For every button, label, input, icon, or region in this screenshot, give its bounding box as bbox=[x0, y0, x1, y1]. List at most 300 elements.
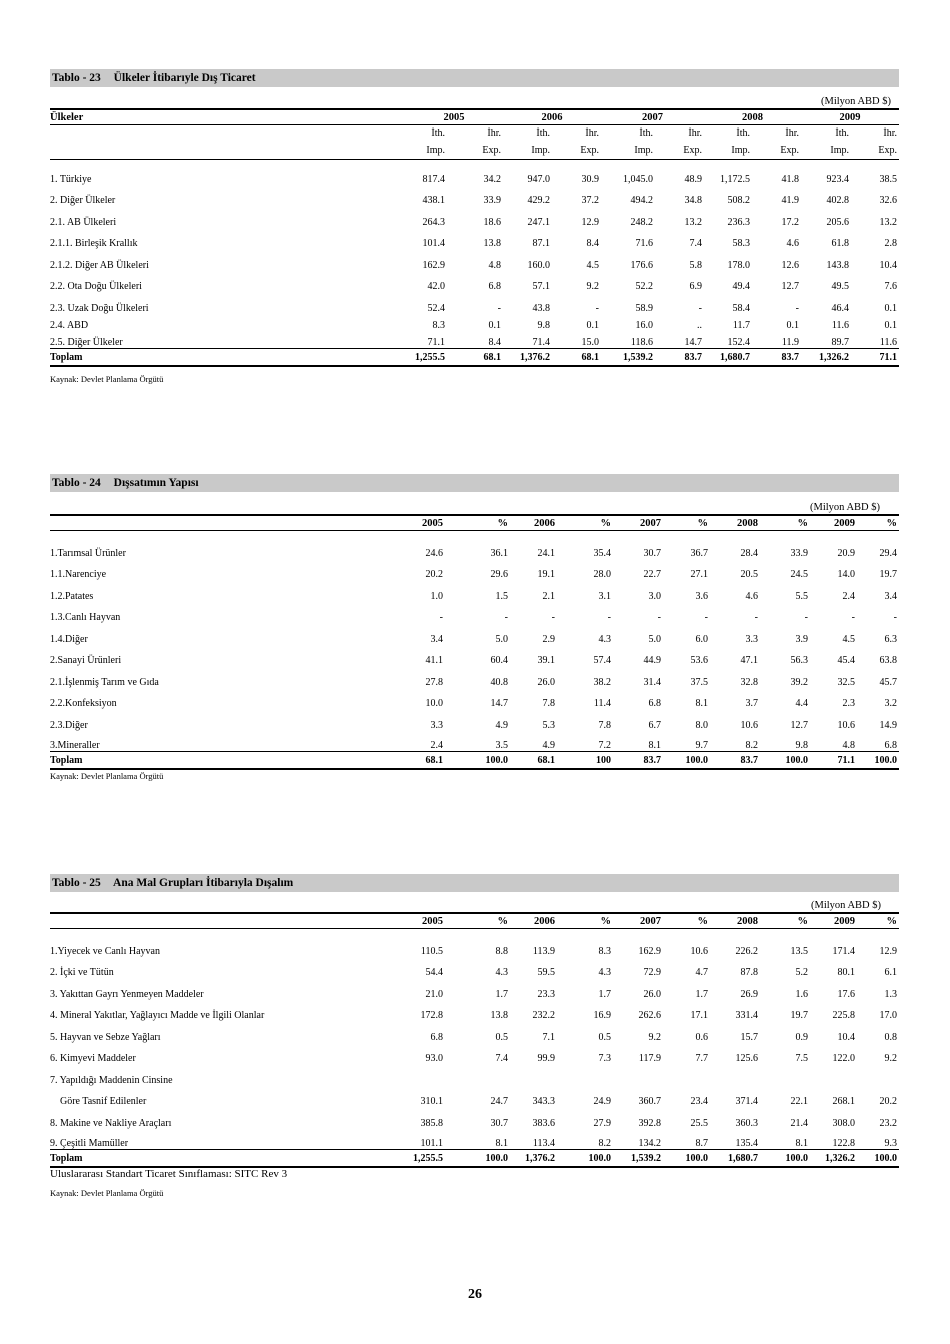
table-cell: 3.9 bbox=[795, 633, 808, 645]
table-cell: 41.9 bbox=[781, 194, 799, 206]
table-cell: 1.7 bbox=[695, 988, 708, 1000]
table-cell: 8.4 bbox=[586, 237, 599, 249]
total-cell: 100.0 bbox=[663, 752, 710, 770]
table-cell: 16.0 bbox=[635, 319, 653, 331]
row-label: 6. Kimyevi Maddeler bbox=[50, 1052, 136, 1064]
table-row bbox=[50, 688, 899, 709]
total-cell: 100.0 bbox=[445, 1150, 510, 1168]
table-cell: 9.8 bbox=[795, 740, 808, 751]
table-cell: 1.0 bbox=[430, 590, 443, 602]
table-cell: 7.8 bbox=[598, 719, 611, 731]
table23-subheader-cell: İth. bbox=[431, 128, 445, 139]
table-cell: 12.7 bbox=[790, 719, 808, 731]
table-cell: 3.6 bbox=[695, 590, 708, 602]
table23-subheader-cell: Exp. bbox=[552, 142, 601, 160]
table25-header-cell: % bbox=[445, 913, 510, 929]
table-row bbox=[50, 1000, 899, 1021]
table-cell bbox=[760, 1064, 810, 1086]
total-label: Toplam bbox=[50, 1150, 395, 1168]
table-cell: 12.6 bbox=[781, 259, 799, 271]
table-cell: 101.1 bbox=[420, 1138, 443, 1149]
table-cell: 162.9 bbox=[638, 945, 661, 957]
table-cell: 7.4 bbox=[495, 1052, 508, 1064]
table-cell: 4.6 bbox=[786, 237, 799, 249]
table-cell: 4.6 bbox=[745, 590, 758, 602]
table24-header-cell: % bbox=[760, 515, 810, 531]
table23-subheader-cell: İhr. bbox=[785, 128, 799, 139]
table-cell: 360.7 bbox=[638, 1095, 661, 1107]
table-row bbox=[50, 731, 899, 752]
table-cell: 117.9 bbox=[638, 1052, 661, 1064]
table-cell: 52.2 bbox=[635, 280, 653, 292]
table-cell: 0.1 bbox=[884, 319, 898, 331]
row-label: 3.Mineraller bbox=[50, 740, 100, 751]
table-cell: 37.5 bbox=[690, 676, 708, 688]
table-cell: 53.6 bbox=[690, 654, 708, 666]
table-cell: 923.4 bbox=[826, 173, 849, 185]
table-cell: 6.0 bbox=[695, 633, 708, 645]
table-cell: 56.3 bbox=[790, 654, 808, 666]
table23-subheader-cell: Exp. bbox=[851, 142, 899, 160]
table25-header-cell: 2007 bbox=[613, 913, 663, 929]
table-cell: 37.2 bbox=[581, 194, 599, 206]
table-cell: 58.4 bbox=[732, 302, 750, 314]
table-cell: 0.8 bbox=[884, 1031, 898, 1043]
table-cell: 6.8 bbox=[488, 280, 501, 292]
table-cell: 29.4 bbox=[879, 547, 898, 559]
table24-header-cell: % bbox=[857, 515, 899, 531]
table-cell: 0.1 bbox=[786, 319, 799, 331]
table-cell: 26.9 bbox=[740, 988, 758, 1000]
table-cell: 58.3 bbox=[732, 237, 750, 249]
table23-row-header: Ülkeler bbox=[50, 109, 405, 125]
total-cell: 100.0 bbox=[857, 1150, 899, 1168]
table-cell: 30.9 bbox=[581, 173, 599, 185]
table-cell: 13.8 bbox=[490, 1009, 508, 1021]
row-label: 8. Makine ve Nakliye Araçları bbox=[50, 1117, 172, 1129]
table-cell: 248.2 bbox=[630, 216, 653, 228]
table-cell: 71.6 bbox=[635, 237, 653, 249]
total-cell: 1,539.2 bbox=[613, 1150, 663, 1168]
table-cell: 268.1 bbox=[832, 1095, 855, 1107]
table-cell: 12.9 bbox=[879, 945, 898, 957]
table23-subheader-cell: İhr. bbox=[688, 128, 702, 139]
table-cell: 0.1 bbox=[586, 319, 599, 331]
table-cell: 34.2 bbox=[483, 173, 501, 185]
table-row bbox=[50, 1107, 899, 1129]
table-cell: 4.5 bbox=[586, 259, 599, 271]
row-label: 1.Yiyecek ve Canlı Hayvan bbox=[50, 945, 160, 957]
table-cell: 0.9 bbox=[795, 1031, 808, 1043]
table-cell: 89.7 bbox=[831, 337, 849, 348]
table24-title: Dışsatımın Yapısı bbox=[113, 477, 199, 489]
total-cell: 1,376.2 bbox=[503, 349, 552, 367]
table-cell: - bbox=[551, 611, 555, 623]
table25-title-bar bbox=[50, 874, 899, 892]
table-cell: 429.2 bbox=[527, 194, 550, 206]
table-cell: 35.4 bbox=[593, 547, 611, 559]
table-cell: 46.4 bbox=[831, 302, 849, 314]
row-label: 2.1. AB Ülkeleri bbox=[50, 216, 117, 228]
table-row bbox=[50, 228, 899, 249]
table-cell: 4.5 bbox=[842, 633, 855, 645]
table-cell: 331.4 bbox=[735, 1009, 758, 1021]
table-cell: 6.7 bbox=[648, 719, 661, 731]
table-cell: 54.4 bbox=[425, 966, 443, 978]
table25-header-cell: 2005 bbox=[395, 913, 445, 929]
row-label: 2.5. Diğer Ülkeler bbox=[50, 337, 123, 348]
table-cell: 226.2 bbox=[735, 945, 758, 957]
row-label: 9. Çeşitli Mamüller bbox=[50, 1138, 129, 1149]
table-cell: 3.3 bbox=[745, 633, 758, 645]
row-label: 1.Tarımsal Ürünler bbox=[50, 547, 126, 559]
row-label: 3. Yakıttan Gayrı Yenmeyen Maddeler bbox=[50, 988, 204, 1000]
table-cell: 135.4 bbox=[735, 1138, 758, 1149]
table25-title: Ana Mal Grupları İtibarıyla Dışalım bbox=[113, 877, 294, 889]
row-label: 2. Diğer Ülkeler bbox=[50, 194, 116, 206]
table23-year: 2006 bbox=[503, 109, 601, 125]
table23-subheader-cell: Imp. bbox=[704, 142, 752, 160]
table-cell: 110.5 bbox=[420, 945, 443, 957]
table-cell: 39.1 bbox=[537, 654, 555, 666]
row-label: 2.3.Diğer bbox=[50, 719, 88, 731]
table24-source: Kaynak: Devlet Planlama Örgütü bbox=[50, 771, 164, 781]
table23-subheader-en bbox=[50, 142, 899, 160]
table-cell: 41.1 bbox=[425, 654, 443, 666]
table-cell: 7.4 bbox=[689, 237, 702, 249]
table24-unit: (Milyon ABD $) bbox=[810, 501, 881, 513]
table-cell: 28.0 bbox=[593, 568, 611, 580]
table-cell: 8.1 bbox=[795, 1138, 808, 1149]
total-cell: 83.7 bbox=[710, 752, 760, 770]
total-cell: 1,539.2 bbox=[601, 349, 655, 367]
table23 bbox=[50, 94, 899, 367]
total-cell: 68.1 bbox=[510, 752, 557, 770]
table-cell: 5.8 bbox=[689, 259, 702, 271]
row-label: 1. Türkiye bbox=[50, 173, 92, 185]
table-cell: 310.1 bbox=[420, 1095, 443, 1107]
table-row bbox=[50, 185, 899, 206]
table-cell: - bbox=[439, 611, 443, 623]
table-row bbox=[50, 1021, 899, 1043]
table-cell: 4.4 bbox=[795, 697, 808, 709]
table-cell: 30.7 bbox=[643, 547, 661, 559]
table-cell bbox=[710, 1064, 760, 1086]
table-row bbox=[50, 1043, 899, 1064]
row-label: 2.1.2. Diğer AB Ülkeleri bbox=[50, 259, 149, 271]
table-cell: 6.9 bbox=[689, 280, 702, 292]
table-cell: 438.1 bbox=[422, 194, 445, 206]
table-cell: 63.8 bbox=[879, 654, 898, 666]
table23-subheader-cell: Exp. bbox=[655, 142, 704, 160]
table-cell: 5.0 bbox=[495, 633, 508, 645]
table-cell: 32.6 bbox=[879, 194, 898, 206]
table-cell: 17.2 bbox=[781, 216, 799, 228]
row-label: 1.4.Diğer bbox=[50, 633, 88, 645]
table-cell: 36.7 bbox=[690, 547, 708, 559]
table-cell: 113.9 bbox=[532, 945, 555, 957]
table-cell: 0.5 bbox=[495, 1031, 508, 1043]
table-cell: 3.4 bbox=[884, 590, 898, 602]
table-cell: 23.2 bbox=[879, 1117, 898, 1129]
table-cell: 13.8 bbox=[483, 237, 501, 249]
table-cell: 3.0 bbox=[648, 590, 661, 602]
table-cell: 5.2 bbox=[795, 966, 808, 978]
total-cell: 1,255.5 bbox=[405, 349, 447, 367]
table-cell: 3.4 bbox=[430, 633, 443, 645]
table-row bbox=[50, 271, 899, 292]
table23-subheader-cell: Exp. bbox=[447, 142, 503, 160]
total-cell: 100 bbox=[557, 752, 613, 770]
total-cell: 71.1 bbox=[810, 752, 857, 770]
table-cell: 57.4 bbox=[593, 654, 611, 666]
table-row bbox=[50, 1064, 899, 1086]
table-cell: 0.6 bbox=[695, 1031, 708, 1043]
table25-unit: (Milyon ABD $) bbox=[811, 899, 882, 911]
table-cell: 87.8 bbox=[740, 966, 758, 978]
total-cell: 100.0 bbox=[663, 1150, 710, 1168]
table24-header-cell: 2006 bbox=[510, 515, 557, 531]
table23-subheader-cell: Imp. bbox=[601, 142, 655, 160]
total-cell: 100.0 bbox=[760, 752, 810, 770]
table-cell: 5.0 bbox=[648, 633, 661, 645]
total-row bbox=[50, 349, 899, 367]
table-cell: 371.4 bbox=[735, 1095, 758, 1107]
table-cell: 8.2 bbox=[745, 740, 758, 751]
table-row bbox=[50, 929, 899, 957]
table-cell: 58.9 bbox=[635, 302, 653, 314]
table-cell: 1,172.5 bbox=[720, 173, 750, 185]
table-cell: - bbox=[607, 611, 611, 623]
table-cell: .. bbox=[697, 319, 702, 331]
table-row bbox=[50, 957, 899, 978]
table-row bbox=[50, 331, 899, 349]
table-cell: 143.8 bbox=[826, 259, 849, 271]
table-cell: 31.4 bbox=[643, 676, 661, 688]
row-label: 2.3. Uzak Doğu Ülkeleri bbox=[50, 302, 149, 314]
row-label: 2.2.Konfeksiyon bbox=[50, 697, 117, 709]
table-cell: 16.9 bbox=[593, 1009, 611, 1021]
table24-header-cell: 2009 bbox=[810, 515, 857, 531]
table24-header bbox=[50, 515, 899, 531]
table-cell: 205.6 bbox=[826, 216, 849, 228]
row-label: 1.2.Patates bbox=[50, 590, 94, 602]
table-cell: 11.7 bbox=[732, 319, 750, 331]
table-cell: 8.3 bbox=[432, 319, 445, 331]
table25 bbox=[50, 898, 899, 1168]
table-cell: 172.8 bbox=[420, 1009, 443, 1021]
table-cell: 4.9 bbox=[542, 740, 555, 751]
table-cell: 383.6 bbox=[532, 1117, 555, 1129]
total-cell: 83.7 bbox=[752, 349, 801, 367]
table-cell: 17.1 bbox=[690, 1009, 708, 1021]
table-cell: 5.3 bbox=[542, 719, 555, 731]
row-label: 2.Sanayi Ürünleri bbox=[50, 654, 122, 666]
table-cell: 5.5 bbox=[795, 590, 808, 602]
table-cell: 11.6 bbox=[831, 319, 849, 331]
table24-header-cell: % bbox=[445, 515, 510, 531]
table-cell: 57.1 bbox=[532, 280, 550, 292]
table-cell: 264.3 bbox=[422, 216, 445, 228]
table-cell: 24.6 bbox=[425, 547, 443, 559]
table-row bbox=[50, 314, 899, 331]
total-label: Toplam bbox=[50, 752, 395, 770]
table-cell: 6.3 bbox=[884, 633, 898, 645]
total-label: Toplam bbox=[50, 349, 405, 367]
table-cell: 162.9 bbox=[422, 259, 445, 271]
total-cell: 71.1 bbox=[851, 349, 899, 367]
table-cell: 9.7 bbox=[695, 740, 708, 751]
total-cell: 68.1 bbox=[395, 752, 445, 770]
table25-header-cell: % bbox=[760, 913, 810, 929]
table-cell: 8.3 bbox=[598, 945, 611, 957]
table-cell: 22.7 bbox=[643, 568, 661, 580]
table-cell: 17.6 bbox=[837, 988, 855, 1000]
table-cell: 3.2 bbox=[884, 697, 898, 709]
table-cell: 39.2 bbox=[790, 676, 808, 688]
table-cell: 42.0 bbox=[427, 280, 445, 292]
table-cell: 25.5 bbox=[690, 1117, 708, 1129]
total-row bbox=[50, 752, 899, 770]
row-label: 2.2. Ota Doğu Ülkeleri bbox=[50, 280, 142, 292]
table-cell: 385.8 bbox=[420, 1117, 443, 1129]
table-cell: 10.6 bbox=[837, 719, 855, 731]
table-cell: 8.2 bbox=[598, 1138, 611, 1149]
table-cell: 17.0 bbox=[879, 1009, 898, 1021]
table23-source: Kaynak: Devlet Planlama Örgütü bbox=[50, 374, 164, 384]
table-cell: 24.9 bbox=[593, 1095, 611, 1107]
table-cell bbox=[445, 1064, 510, 1086]
table-cell: 38.2 bbox=[593, 676, 611, 688]
table24-number: Tablo - 24 bbox=[52, 477, 101, 489]
table-cell: 21.0 bbox=[425, 988, 443, 1000]
table-cell: 0.5 bbox=[598, 1031, 611, 1043]
table-cell: 171.4 bbox=[832, 945, 855, 957]
table-cell: 2.4 bbox=[430, 740, 443, 751]
table-cell: 152.4 bbox=[727, 337, 750, 348]
table23-title-bar bbox=[50, 69, 899, 87]
table-cell: 8.1 bbox=[648, 740, 661, 751]
table-cell: 7.2 bbox=[598, 740, 611, 751]
table-cell: 178.0 bbox=[727, 259, 750, 271]
table-cell: 52.4 bbox=[427, 302, 445, 314]
table24-title-bar bbox=[50, 474, 899, 492]
table-cell: - bbox=[795, 302, 799, 314]
table-cell: 21.4 bbox=[790, 1117, 808, 1129]
total-cell: 1,326.2 bbox=[801, 349, 851, 367]
table-cell: 9.2 bbox=[884, 1052, 898, 1064]
table-cell: 10.6 bbox=[690, 945, 708, 957]
table-cell: 343.3 bbox=[532, 1095, 555, 1107]
table-cell: 3.1 bbox=[598, 590, 611, 602]
table23-year: 2007 bbox=[601, 109, 704, 125]
table-cell: 33.9 bbox=[483, 194, 501, 206]
table-cell: 10.0 bbox=[425, 697, 443, 709]
row-label: 5. Hayvan ve Sebze Yağları bbox=[50, 1031, 161, 1043]
table-cell: 45.7 bbox=[879, 676, 898, 688]
table23-subheader-cell: Imp. bbox=[801, 142, 851, 160]
table-row bbox=[50, 292, 899, 314]
table-cell: 20.5 bbox=[740, 568, 758, 580]
table-cell bbox=[810, 1064, 857, 1086]
table-cell: 6.8 bbox=[884, 740, 898, 751]
table-cell: 236.3 bbox=[727, 216, 750, 228]
table-cell: 508.2 bbox=[727, 194, 750, 206]
table-cell: 402.8 bbox=[826, 194, 849, 206]
table-cell: 360.3 bbox=[735, 1117, 758, 1129]
table-cell: 2.8 bbox=[884, 237, 898, 249]
table-cell: 0.1 bbox=[884, 302, 898, 314]
table-cell: - bbox=[704, 611, 708, 623]
table25-header-cell: 2006 bbox=[510, 913, 557, 929]
table-cell: 20.2 bbox=[879, 1095, 898, 1107]
table-cell: 101.4 bbox=[422, 237, 445, 249]
table-cell: 392.8 bbox=[638, 1117, 661, 1129]
table-cell: 49.4 bbox=[732, 280, 750, 292]
table-cell: 19.7 bbox=[879, 568, 898, 580]
total-cell: 1,680.7 bbox=[710, 1150, 760, 1168]
table-cell: 7.5 bbox=[795, 1052, 808, 1064]
total-cell: 100.0 bbox=[557, 1150, 613, 1168]
table-cell: 7.1 bbox=[542, 1031, 555, 1043]
table-cell: 13.2 bbox=[879, 216, 898, 228]
table-row bbox=[50, 602, 899, 623]
table24-header-cell: % bbox=[663, 515, 710, 531]
table-cell: 113.4 bbox=[532, 1138, 555, 1149]
total-row bbox=[50, 1150, 899, 1168]
table-row bbox=[50, 978, 899, 1000]
table-cell: 11.6 bbox=[879, 337, 898, 348]
table-cell: 2.1 bbox=[542, 590, 555, 602]
row-label: 4. Mineral Yakıtlar, Yağlayıcı Madde ve İlgili Olanlar bbox=[50, 1009, 265, 1021]
table-cell: 118.6 bbox=[630, 337, 653, 348]
table23-subheader-cell: Imp. bbox=[503, 142, 552, 160]
total-cell: 100.0 bbox=[857, 752, 899, 770]
table-cell: 4.3 bbox=[598, 966, 611, 978]
table-cell: 10.4 bbox=[879, 259, 898, 271]
table-cell: 14.7 bbox=[490, 697, 508, 709]
table25-number: Tablo - 25 bbox=[52, 877, 101, 889]
table-cell: 7.3 bbox=[598, 1052, 611, 1064]
table-cell: 4.3 bbox=[495, 966, 508, 978]
table-cell: 60.4 bbox=[490, 654, 508, 666]
table-cell: 45.4 bbox=[837, 654, 855, 666]
table-cell: 28.4 bbox=[740, 547, 758, 559]
table-cell: 27.1 bbox=[690, 568, 708, 580]
table-cell: 4.3 bbox=[598, 633, 611, 645]
row-label: 2. İçki ve Tütün bbox=[50, 966, 114, 978]
table-cell: 8.1 bbox=[495, 1138, 508, 1149]
table-cell: 494.2 bbox=[630, 194, 653, 206]
table-cell: 99.9 bbox=[537, 1052, 555, 1064]
table-cell: 122.8 bbox=[832, 1138, 855, 1149]
table-cell: 41.8 bbox=[781, 173, 799, 185]
table23-subheader-cell: İhr. bbox=[883, 128, 898, 139]
table23-subheader-cell: Exp. bbox=[752, 142, 801, 160]
table-cell: 14.7 bbox=[684, 337, 702, 348]
table-row bbox=[50, 531, 899, 559]
table-cell: 47.1 bbox=[740, 654, 758, 666]
table-row bbox=[50, 1129, 899, 1150]
table-cell: - bbox=[504, 611, 508, 623]
table-cell: 9.8 bbox=[537, 319, 550, 331]
table-cell: 947.0 bbox=[527, 173, 550, 185]
table-cell: 1.3 bbox=[884, 988, 898, 1000]
table-cell: 4.8 bbox=[842, 740, 855, 751]
table-cell: 8.4 bbox=[488, 337, 501, 348]
table-cell: 4.9 bbox=[495, 719, 508, 731]
table-cell: 93.0 bbox=[425, 1052, 443, 1064]
